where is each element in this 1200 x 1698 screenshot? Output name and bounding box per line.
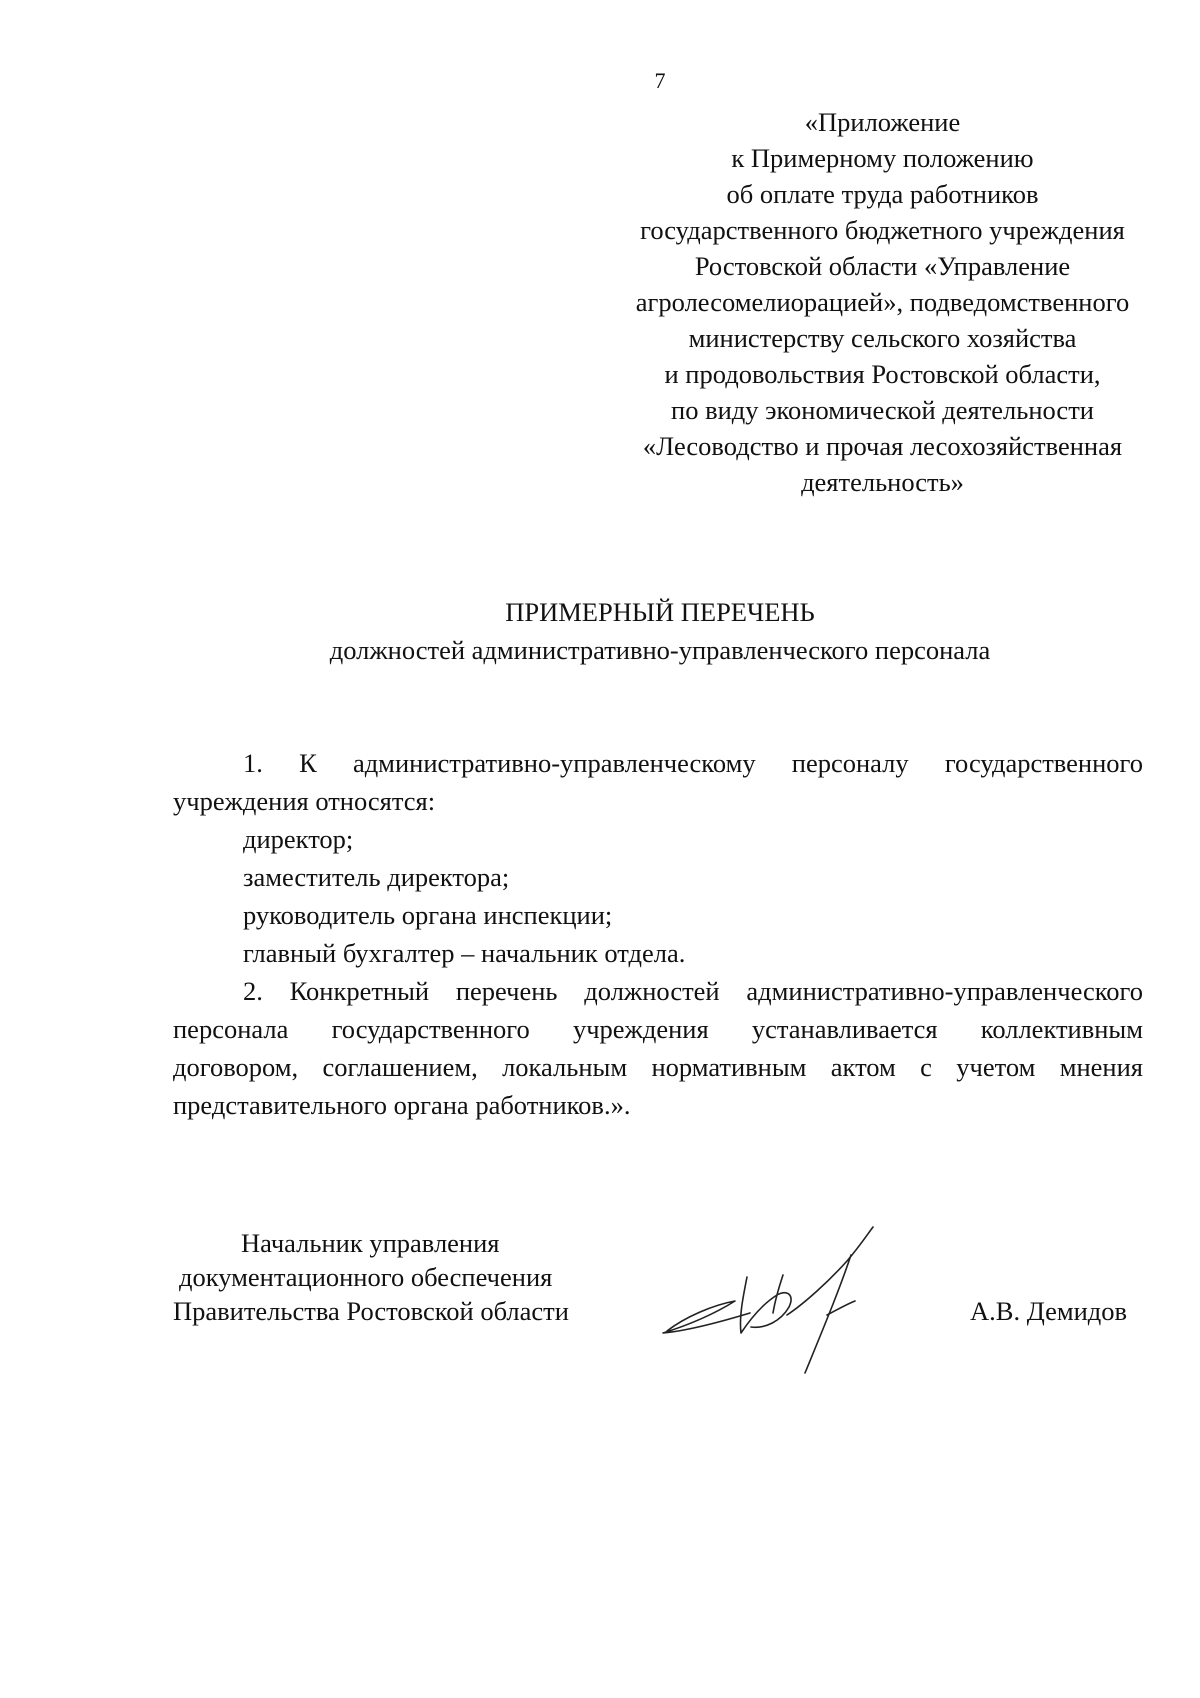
document-body (173, 744, 1143, 1124)
appendix-line: к Примерному положению (731, 143, 1034, 173)
signer-position-line: Правительства Ростовской области (173, 1296, 569, 1326)
appendix-line: министерству сельского хозяйства (688, 323, 1077, 353)
signer-position (173, 1226, 603, 1328)
appendix-line: по виду экономической деятельности (671, 395, 1094, 425)
document-subtitle: должностей административно-управленческого персонала (329, 635, 991, 665)
appendix-line: деятельность» (801, 467, 964, 497)
page-number: 7 (654, 68, 666, 93)
document-title: ПРИМЕРНЫЙ ПЕРЕЧЕНЬ (505, 597, 815, 627)
appendix-line: и продовольствия Ростовской области, (664, 359, 1101, 389)
list-item: директор; (243, 824, 354, 854)
appendix-line: государственного бюджетного учреждения (640, 215, 1125, 245)
paragraph-2-line: персонала государственного учреждения устанавливается коллективным (173, 1014, 1143, 1044)
list-item: заместитель директора; (243, 862, 510, 892)
list-item: руководитель органа инспекции; (243, 900, 613, 930)
appendix-line: об оплате труда работников (726, 179, 1039, 209)
appendix-line: Ростовской области «Управление (694, 251, 1071, 281)
paragraph-2-line: договором, соглашением, локальным нормативным актом с учетом мнения (173, 1052, 1143, 1082)
signer-name: А.В. Демидов (970, 1296, 1128, 1326)
appendix-line: «Приложение (804, 107, 961, 137)
paragraph-1-line-1: 1. К административно-управленческому персоналу государственного (243, 748, 1143, 778)
paragraph-2-last-line: представительного органа работников.». (173, 1090, 631, 1120)
appendix-line: «Лесоводство и прочая лесохозяйственная (642, 431, 1123, 461)
appendix-header (600, 104, 1165, 500)
signer-position-line: Начальник управления (241, 1228, 500, 1258)
appendix-line: агролесомелиорацией», подведомственного (635, 287, 1130, 317)
paragraph-2-line: 2. Конкретный перечень должностей административно-управленческого (243, 976, 1143, 1006)
handwritten-signature (655, 1205, 915, 1375)
list-item: главный бухгалтер – начальник отдела. (243, 938, 686, 968)
signer-position-line: документационного обеспечения (179, 1262, 553, 1292)
paragraph-1-line-2: учреждения относятся: (173, 786, 436, 816)
